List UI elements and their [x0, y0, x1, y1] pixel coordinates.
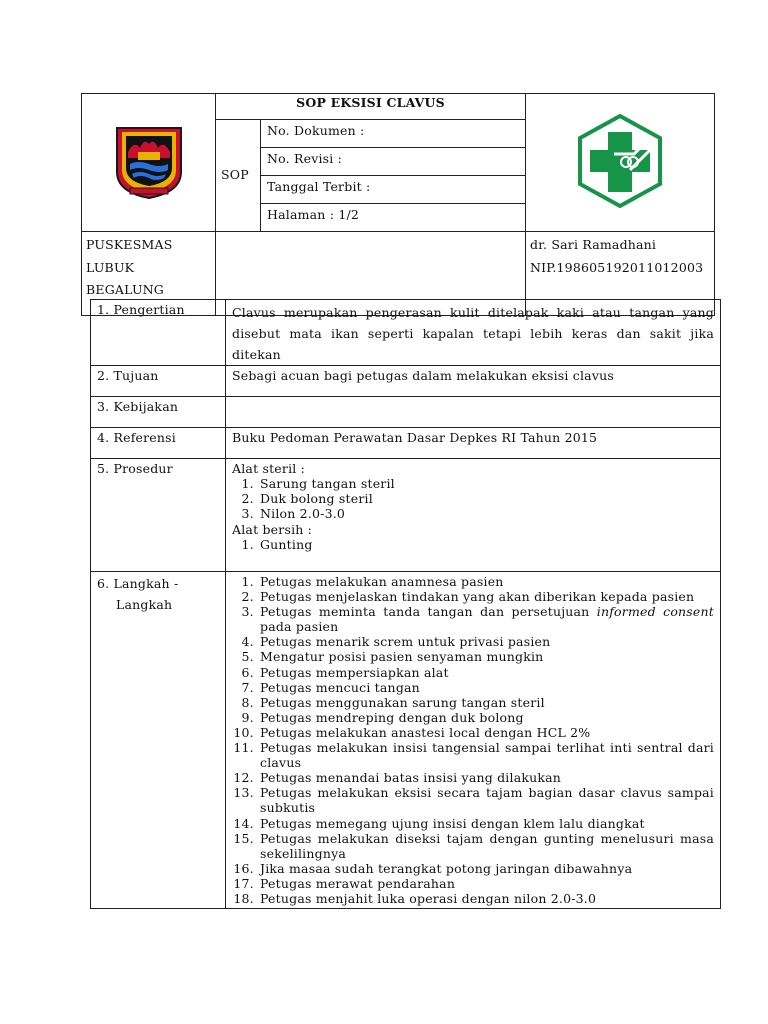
label-line: Langkah	[116, 597, 173, 612]
section-referensi	[91, 428, 721, 459]
no-dokumen: No. Dokumen :	[261, 120, 526, 148]
list-item: 12. Petugas menandai batas insisi yang dilakukan	[258, 770, 714, 785]
steps-list	[232, 574, 714, 906]
padang-emblem-icon	[114, 122, 184, 200]
sop-title: SOP EKSISI CLAVUS	[216, 94, 526, 120]
official-nip: NIP.198605192011012003	[530, 259, 704, 275]
section-text: Clavus merupakan pengerasan kulit ditelapak kaki atau tangan yang disebut mata ikan seperti kapalan tetapi lebih keras dan sakit jika ditekan	[226, 300, 721, 366]
section-label: 5. Prosedur	[91, 459, 226, 572]
section-text	[226, 459, 721, 572]
institution-line: PUSKESMAS	[86, 237, 173, 252]
list-item: 8. Petugas menggunakan sarung tangan steril	[258, 695, 714, 710]
list-item: 1. Petugas melakukan anamnesa pasien	[258, 574, 714, 589]
list-item: 1. Gunting	[258, 537, 714, 552]
tanggal-terbit: Tanggal Terbit :	[261, 176, 526, 204]
alat-steril-list	[232, 476, 714, 522]
section-langkah	[91, 572, 721, 909]
list-item: 16. Jika masaa sudah terangkat potong jaringan dibawahnya	[258, 861, 714, 876]
puskesmas-logo-cell	[526, 94, 715, 232]
section-text	[226, 397, 721, 428]
section-text	[226, 572, 721, 909]
section-label: 4. Referensi	[91, 428, 226, 459]
informed-consent-text: informed consent	[596, 604, 714, 620]
list-item: 1. Sarung tangan steril	[258, 476, 714, 491]
list-item: 2. Duk bolong steril	[258, 491, 714, 506]
list-item: 11. Petugas melakukan insisi tangensial sampai terlihat inti sentral dari clavus	[258, 740, 714, 770]
step-text: Petugas meminta tanda tangan dan persetujuan	[260, 604, 590, 620]
alat-bersih-list	[232, 537, 714, 552]
section-label: 3. Kebijakan	[91, 397, 226, 428]
label-line: 6. Langkah -	[97, 576, 179, 591]
list-item: 7. Petugas mencuci tangan	[258, 680, 714, 695]
sop-body-table	[90, 299, 721, 909]
section-label: 1. Pengertian	[91, 300, 226, 366]
alat-steril-title: Alat steril :	[232, 461, 306, 476]
list-item	[258, 604, 714, 634]
halaman: Halaman : 1/2	[261, 204, 526, 232]
list-item: 2. Petugas menjelaskan tindakan yang akan diberikan kepada pasien	[258, 589, 714, 604]
official-name: dr. Sari Ramadhani	[530, 237, 657, 252]
institution-line: LUBUK	[86, 259, 135, 275]
section-text: Sebagi acuan bagi petugas dalam melakukan eksisi clavus	[226, 366, 721, 397]
list-item: 18. Petugas menjahit luka operasi dengan nilon 2.0-3.0	[258, 891, 714, 906]
list-item: 15. Petugas melakukan diseksi tajam dengan gunting menelusuri masa sekelilingnya	[258, 831, 714, 861]
step-text-tail: pada pasien	[260, 619, 339, 635]
list-item: 17. Petugas merawat pendarahan	[258, 876, 714, 891]
no-revisi: No. Revisi :	[261, 148, 526, 176]
alat-bersih-title: Alat bersih :	[232, 521, 313, 537]
list-item: 14. Petugas memegang ujung insisi dengan klem lalu diangkat	[258, 816, 714, 831]
list-item: 3. Nilon 2.0-3.0	[258, 506, 714, 521]
section-tujuan	[91, 366, 721, 397]
institution-line: BEGALUNG	[86, 282, 164, 297]
header-table	[81, 93, 715, 316]
sop-label: SOP	[216, 120, 261, 232]
puskesmas-logo-icon	[578, 114, 662, 208]
section-text: Buku Pedoman Perawatan Dasar Depkes RI Tahun 2015	[226, 428, 721, 459]
list-item: 4. Petugas menarik screm untuk privasi pasien	[258, 634, 714, 649]
section-prosedur	[91, 459, 721, 572]
list-item: 6. Petugas mempersiapkan alat	[258, 665, 714, 680]
section-label	[91, 572, 226, 909]
section-label: 2. Tujuan	[91, 366, 226, 397]
regional-logo-cell	[82, 94, 216, 232]
list-item: 5. Mengatur posisi pasien senyaman mungkin	[258, 649, 714, 664]
list-item: 9. Petugas mendreping dengan duk bolong	[258, 710, 714, 725]
section-pengertian	[91, 300, 721, 366]
section-kebijakan	[91, 397, 721, 428]
list-item: 13. Petugas melakukan eksisi secara tajam bagian dasar clavus sampai subkutis	[258, 785, 714, 815]
list-item: 10. Petugas melakukan anastesi local dengan HCL 2%	[258, 725, 714, 740]
